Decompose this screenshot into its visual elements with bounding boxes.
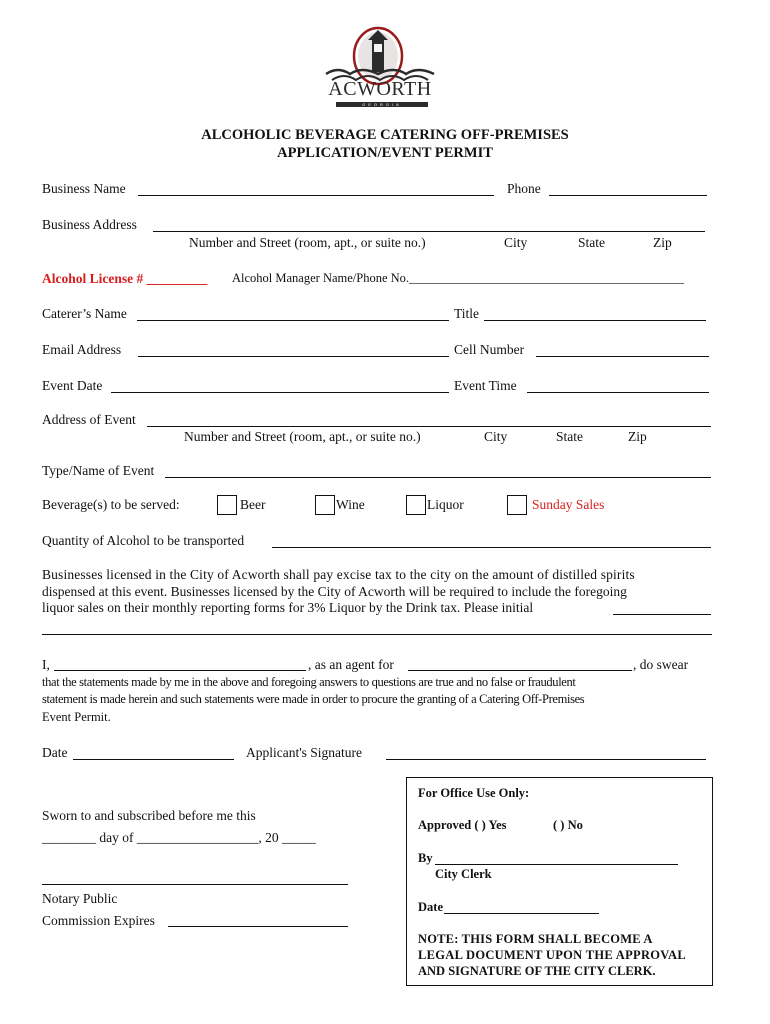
excise-line-3: liquor sales on their monthly reporting forms for 3% Liquor by the Drink tax. Please initial: [42, 600, 534, 615]
caterers-name-label: Caterer’s Name: [42, 306, 127, 321]
sunday-sales-checkbox[interactable]: [507, 495, 527, 515]
event-address-field[interactable]: [147, 426, 711, 427]
signature-date-label: Date: [42, 745, 68, 760]
acworth-logo: [318, 26, 442, 110]
beer-label: Beer: [240, 497, 266, 512]
form-title-line1: ALCOHOLIC BEVERAGE CATERING OFF-PREMISES: [201, 127, 569, 143]
business-name-label: Business Name: [42, 181, 126, 196]
cell-field[interactable]: [536, 356, 709, 357]
beer-checkbox[interactable]: [217, 495, 237, 515]
event-date-label: Event Date: [42, 378, 103, 393]
excise-line-2: dispensed at this event. Businesses licensed by the City of Acworth will be required to include the foregoing: [42, 584, 627, 599]
liquor-checkbox[interactable]: [406, 495, 426, 515]
liquor-label: Liquor: [427, 497, 464, 512]
event-type-field[interactable]: [165, 477, 711, 478]
oath-line-4: Event Permit.: [42, 710, 111, 724]
oath-i-label: I,: [42, 657, 50, 672]
wine-label: Wine: [336, 497, 365, 512]
office-date-field[interactable]: [444, 913, 599, 914]
event-type-label: Type/Name of Event: [42, 463, 155, 478]
wine-checkbox[interactable]: [315, 495, 335, 515]
caterers-name-field[interactable]: [137, 320, 449, 321]
address-city-caption: City: [504, 235, 528, 250]
office-by-field[interactable]: [435, 864, 678, 865]
cell-label: Cell Number: [454, 342, 525, 357]
initial-continuation-line: [42, 634, 712, 635]
applicant-signature-field[interactable]: [386, 759, 706, 760]
event-city-caption: City: [484, 429, 508, 444]
office-use-box: [406, 777, 713, 986]
title-label: Title: [454, 306, 480, 321]
oath-agent-label: , as an agent for: [308, 657, 394, 672]
notary-sworn-text: Sworn to and subscribed before me this: [42, 808, 256, 823]
address-state-caption: State: [578, 235, 605, 250]
address-zip-caption: Zip: [653, 235, 672, 250]
phone-label: Phone: [507, 181, 541, 196]
commission-expires-field[interactable]: [168, 926, 348, 927]
sunday-sales-label: Sunday Sales: [532, 497, 605, 512]
oath-line-2: that the statements made by me in the above and foregoing answers to questions are true and no false or fraudulent: [42, 675, 576, 689]
oath-swear-label: , do swear: [633, 657, 689, 672]
notary-signature-field[interactable]: [42, 884, 348, 885]
title-field[interactable]: [484, 320, 706, 321]
office-approved-no[interactable]: ( ) No: [553, 818, 583, 832]
initial-field[interactable]: [613, 614, 711, 615]
business-address-field[interactable]: [153, 231, 705, 232]
office-use-header: For Office Use Only:: [418, 786, 530, 800]
quantity-field[interactable]: [272, 547, 711, 548]
alcohol-license-label[interactable]: Alcohol License # _________: [42, 271, 208, 286]
notary-public-label: Notary Public: [42, 891, 118, 906]
event-street-caption: Number and Street (room, apt., or suite no.): [184, 429, 421, 444]
oath-line-3: statement is made herein and such statements were made in order to procure the granting of a Catering Off-Premises: [42, 692, 585, 706]
event-time-field[interactable]: [527, 392, 709, 393]
oath-agent-field[interactable]: [408, 670, 632, 671]
quantity-label: Quantity of Alcohol to be transported: [42, 533, 245, 548]
signature-date-field[interactable]: [73, 759, 234, 760]
logo-tagline: GEORGIA: [362, 102, 402, 107]
event-zip-caption: Zip: [628, 429, 647, 444]
office-note-line-1: NOTE: THIS FORM SHALL BECOME A: [418, 932, 653, 946]
beverages-label: Beverage(s) to be served:: [42, 497, 180, 512]
office-city-clerk-label: City Clerk: [435, 867, 492, 881]
excise-line-1: Businesses licensed in the City of Acworth shall pay excise tax to the city on the amount of distilled spirits: [42, 567, 635, 582]
logo-name: ACWORTH: [328, 78, 432, 100]
office-by-label: By: [418, 851, 433, 865]
event-time-label: Event Time: [454, 378, 517, 393]
notary-day-line[interactable]: ________ day of __________________, 20 _____: [42, 830, 316, 845]
address-street-caption: Number and Street (room, apt., or suite no.): [189, 235, 426, 250]
event-state-caption: State: [556, 429, 583, 444]
form-title-line2: APPLICATION/EVENT PERMIT: [277, 145, 493, 161]
office-note-line-2: LEGAL DOCUMENT UPON THE APPROVAL: [418, 948, 686, 962]
email-label: Email Address: [42, 342, 122, 357]
office-note-line-3: AND SIGNATURE OF THE CITY CLERK.: [418, 964, 656, 978]
business-name-field[interactable]: [138, 195, 494, 196]
phone-field[interactable]: [549, 195, 707, 196]
event-date-field[interactable]: [111, 392, 449, 393]
business-address-label: Business Address: [42, 217, 137, 232]
oath-name-field[interactable]: [54, 670, 306, 671]
event-address-label: Address of Event: [42, 412, 136, 427]
email-field[interactable]: [138, 356, 449, 357]
office-date-label: Date: [418, 900, 443, 914]
office-approved-yes[interactable]: Approved ( ) Yes: [418, 818, 507, 832]
commission-expires-label: Commission Expires: [42, 913, 155, 928]
applicant-signature-label: Applicant's Signature: [246, 745, 363, 760]
alcohol-manager-label[interactable]: Alcohol Manager Name/Phone No.____________________________________________: [232, 271, 685, 285]
